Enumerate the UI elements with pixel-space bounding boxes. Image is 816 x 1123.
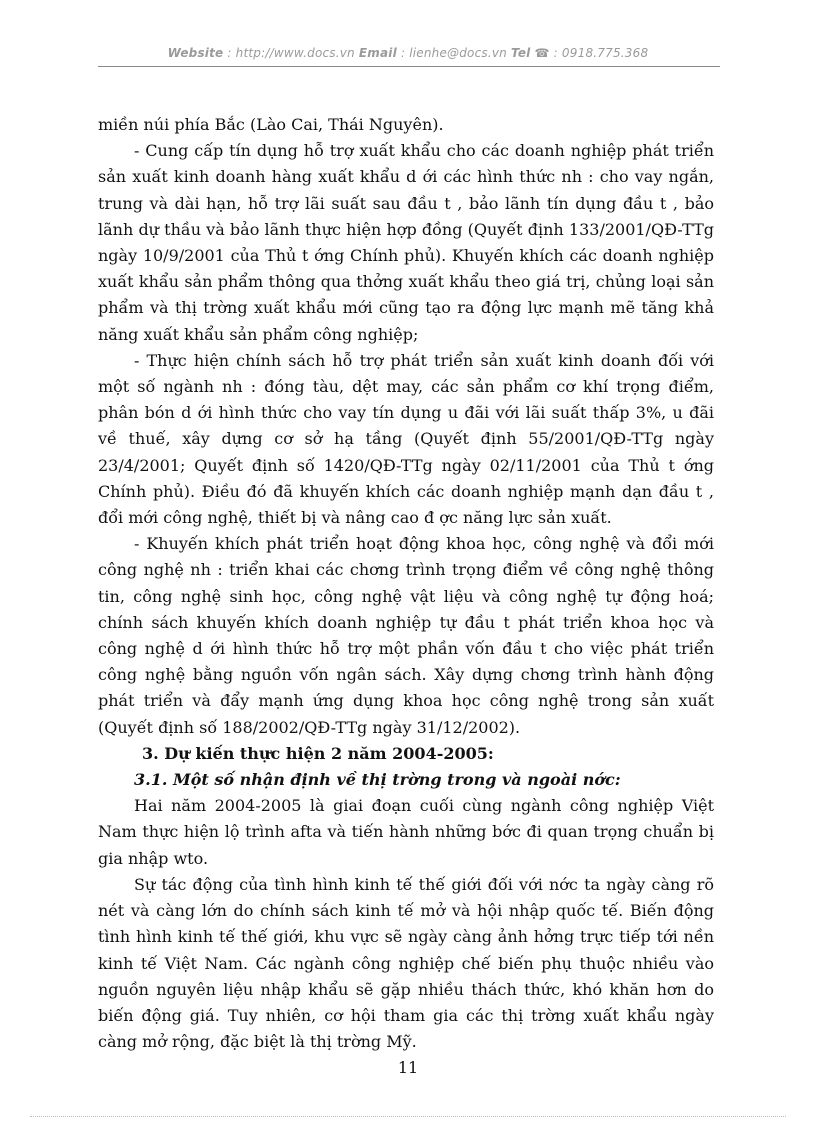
email-address[interactable]: : lienhe@docs.vn	[400, 46, 507, 60]
subsection-heading: 3.1. Một số nhận định về thị trờng trong và ngoài nớc:	[134, 770, 621, 790]
page-header	[98, 46, 718, 60]
page-number: 11	[397, 1058, 419, 1077]
website-url[interactable]: : http://www.docs.vn	[227, 46, 355, 60]
paragraph-world-economy: Sự tác động của tình hình kinh tế thế giới đối với nớc ta ngày càng rõ nét và càng lớn do chính sách kinh tế mở và hội nhập quốc tế. Biến động tình hình kinh tế thế giới, khu vực sẽ ngày càng ảnh hởng trực tiếp tới nền kinh tế Việt Nam. Các ngành công nghiệp chế biến phụ thuộc nhiều vào nguồn nguyên liệu nhập khẩu sẽ gặp nhiều thách thức, khó khăn hơn do biến động giá. Tuy nhiên, cơ hội tham gia các thị trờng xuất khẩu ngày càng mở rộng, đặc biệt là thị trờng Mỹ.	[98, 874, 714, 1052]
tel-label: Tel	[511, 46, 531, 60]
paragraph-2004-2005: Hai năm 2004-2005 là giai đoạn cuối cùng ngành công nghiệp Việt Nam thực hiện lộ trình afta và tiến hành những bớc đi quan trọng chuẩn bị gia nhập wto.	[98, 796, 714, 868]
paragraph-1: miền núi phía Bắc (Lào Cai, Thái Nguyên).	[98, 115, 444, 134]
section-heading: 3. Dự kiến thực hiện 2 năm 2004-2005:	[142, 743, 494, 763]
phone-number: ☎ : 0918.775.368	[534, 46, 649, 60]
document-body	[98, 112, 714, 1055]
header-divider	[98, 66, 720, 67]
paragraph-science-technology: - Khuyến khích phát triển hoạt động khoa học, công nghệ và đổi mới công nghệ nh : triển khai các chơng trình trọng điểm về công nghệ thông tin, công nghệ sinh học, công nghệ vật liệu và công nghệ tự động hoá; chính sách khuyến khích doanh nghiệp tự đầu t phát triển khoa học và công nghệ d ới hình thức hỗ trợ một phần vốn đầu t cho việc phát triển công nghệ bằng nguồn vốn ngân sách. Xây dựng chơng trình hành động phát triển và đẩy mạnh ứng dụng khoa học công nghệ trong sản xuất (Quyết định số 188/2002/QĐ-TTg ngày 31/12/2002).	[98, 534, 714, 737]
page-bottom-border	[30, 1116, 786, 1117]
email-label: Email	[358, 46, 397, 60]
website-label: Website	[167, 46, 224, 60]
paragraph-industry-support: - Thực hiện chính sách hỗ trợ phát triển sản xuất kinh doanh đối với một số ngành nh : đóng tàu, dệt may, các sản phẩm cơ khí trọng điểm, phân bón d ới hình thức cho vay tín dụng u đãi với lãi suất thấp 3%, u đãi về thuế, xây dựng cơ sở hạ tầng (Quyết định 55/2001/QĐ-TTg ngày 23/4/2001; Quyết định số 1420/QĐ-TTg ngày 02/11/2001 của Thủ t ớng Chính phủ). Điều đó đã khuyến khích các doanh nghiệp mạnh dạn đầu t , đổi mới công nghệ, thiết bị và nâng cao đ ợc năng lực sản xuất.	[98, 350, 714, 528]
paragraph-export-credit: - Cung cấp tín dụng hỗ trợ xuất khẩu cho các doanh nghiệp phát triển sản xuất kinh doanh hàng xuất khẩu d ới các hình thức nh : cho vay ngắn, trung và dài hạn, hỗ trợ lãi suất sau đầu t , bảo lãnh tín dụng đầu t , bảo lãnh dự thầu và bảo lãnh thực hiện hợp đồng (Quyết định 133/2001/QĐ-TTg ngày 10/9/2001 của Thủ t ớng Chính phủ). Khuyến khích các doanh nghiệp xuất khẩu sản phẩm thông qua thởng xuất khẩu theo giá trị, chủng loại sản phẩm và thị trờng xuất khẩu mới cũng tạo ra động lực mạnh mẽ tăng khả năng xuất khẩu sản phẩm công nghiệp;	[98, 141, 714, 344]
